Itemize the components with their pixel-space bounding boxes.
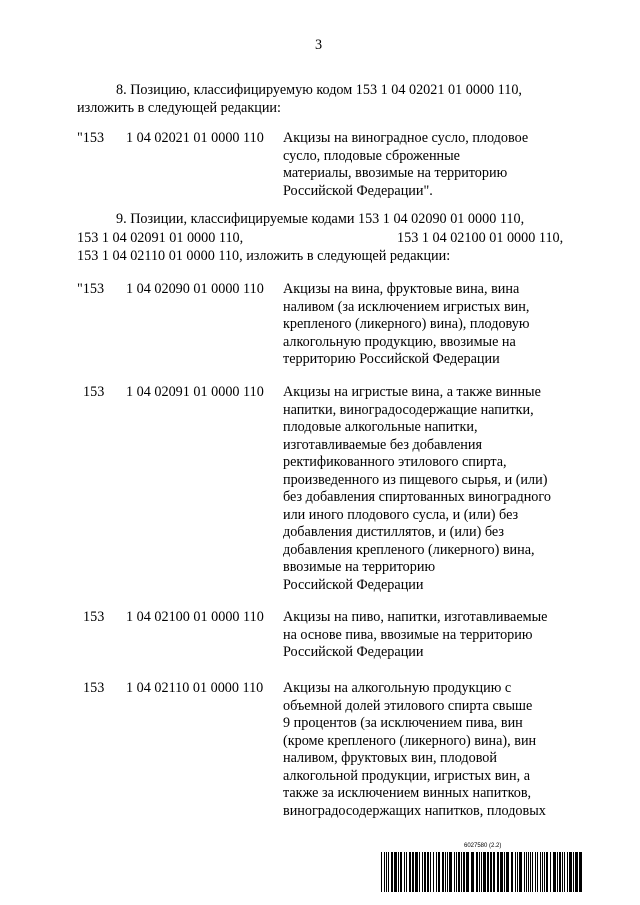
row-description: Акцизы на вина, фруктовые вина, вина наливом (за исключением игристых вин, крепленого (ликерного) вина), плодовую алкогольную продукцию, ввозимые на территорию Российской Федерации [283, 281, 530, 367]
row-code: 1 04 02091 01 0000 110 [126, 384, 264, 400]
row-prefix: 153 [83, 680, 105, 696]
row-code: 1 04 02100 01 0000 110 [126, 609, 264, 625]
row-code: 1 04 02110 01 0000 110 [126, 680, 264, 696]
barcode-icon [381, 852, 583, 892]
page-number: 3 [315, 37, 323, 53]
item8-paragraph-line2: изложить в следующей редакции: [77, 100, 281, 116]
row-prefix: "153 [77, 281, 105, 297]
row-prefix: 153 [83, 384, 105, 400]
item8-paragraph-line1: 8. Позицию, классифицируемую кодом 153 1 04 02021 01 0000 110, [116, 82, 522, 98]
row-description: Акцизы на игристые вина, а также винные напитки, виноградосодержащие напитки, плодовые алкогольные напитки, изготавливаемые без добавления ректификованного этилового спирта, произведенного из пищевого сырья, и (или) без добавления спиртованных виноградного или иного плодового сусла, и (или) без добавления дистиллятов, и (или) без добавления крепленого (ликерного) вина, ввозимые на территорию Российской Федерации [283, 384, 551, 593]
row-code: 1 04 02090 01 0000 110 [126, 281, 264, 297]
item9-paragraph-line3: 153 1 04 02110 01 0000 110, изложить в следующей редакции: [77, 248, 451, 264]
row-description: Акцизы на алкогольную продукцию с объемной долей этилового спирта свыше 9 процентов (за исключением пива, вин (кроме крепленого (ликерного) вина), вин наливом, фруктовых вин, плодовой алкогольной продукции, игристых вин, а также за исключением винных напитков, виноградосодержащих напитков, плодовых [283, 680, 546, 819]
row-prefix: "153 [77, 130, 105, 146]
item9-paragraph-line2a: 153 1 04 02091 01 0000 110, [77, 230, 244, 246]
row-prefix: 153 [83, 609, 105, 625]
row-description: Акцизы на виноградное сусло, плодовое сусло, плодовые сброженные материалы, ввозимые на территорию Российской Федерации". [283, 130, 529, 199]
item9-paragraph-line1: 9. Позиции, классифицируемые кодами 153 1 04 02090 01 0000 110, [116, 211, 525, 227]
row-code: 1 04 02021 01 0000 110 [126, 130, 264, 146]
row-description: Акцизы на пиво, напитки, изготавливаемые на основе пива, ввозимые на территорию Российской Федерации [283, 609, 548, 660]
item9-paragraph-line2b: 153 1 04 02100 01 0000 110, [397, 230, 564, 246]
barcode-number: 6027580 (2.2) [464, 843, 502, 849]
